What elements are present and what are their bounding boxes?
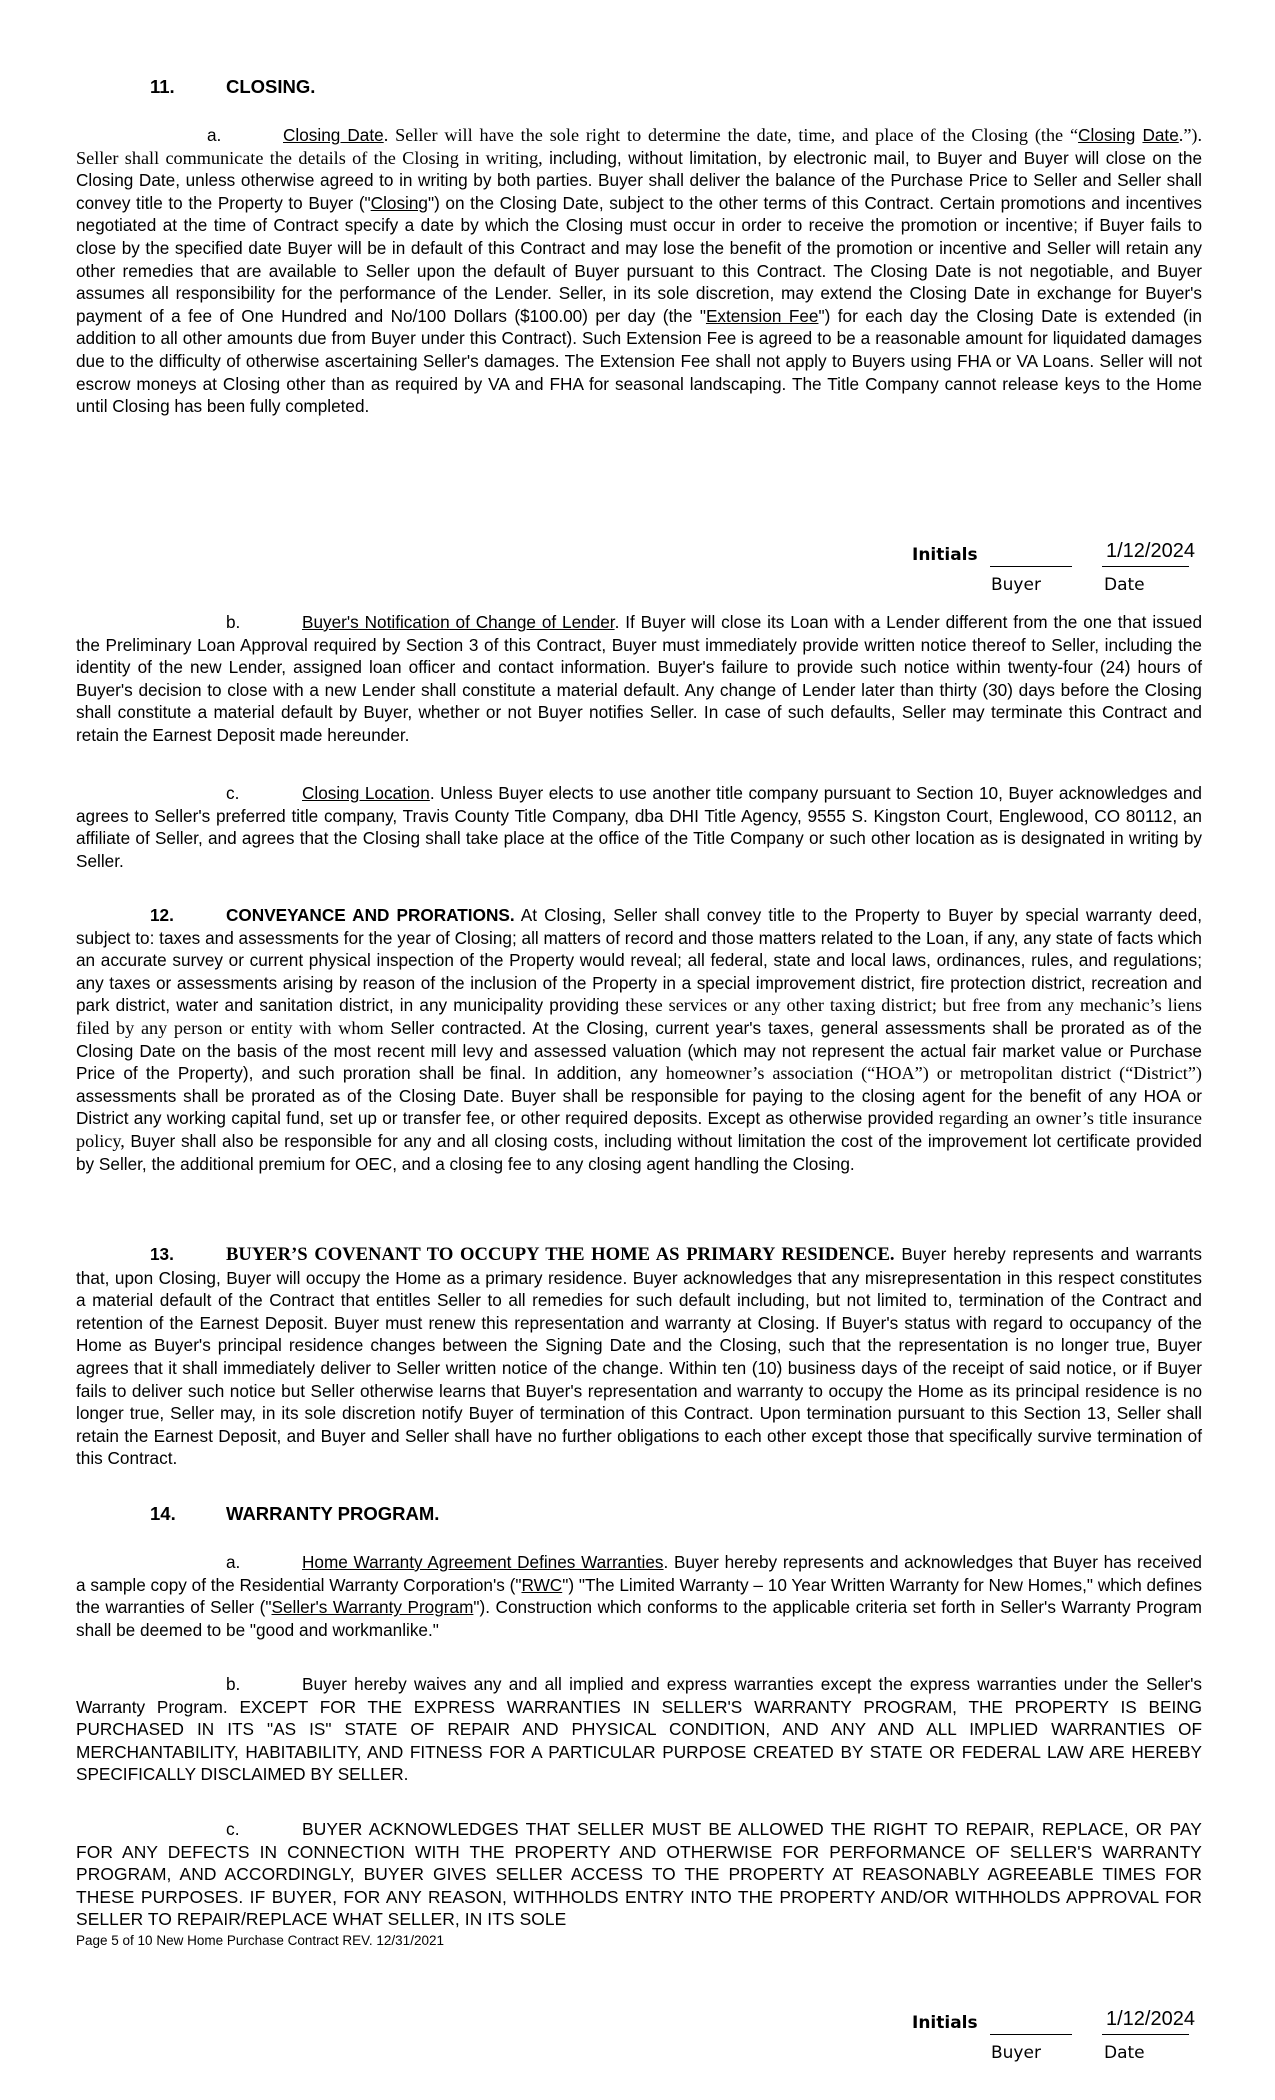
section-12-paragraph <box>76 904 1202 1175</box>
initials-date-underline <box>1102 566 1189 567</box>
section-11a-text-1: including, without limitation, by electronic mail, to Buyer and Buyer will close on the Closing Date, unless otherwise agreed to in writing by both parties. Buyer shall deliver the balance of the Purchase Price to Seller and Seller shall convey title to the Property to Buyer (" <box>76 147 1202 213</box>
initials-date-bottom: 1/12/2024 <box>1106 2008 1195 2030</box>
section-11b-letter: b. <box>226 612 241 632</box>
date-label-bottom: Date <box>1104 2043 1145 2063</box>
section-11b-heading: Buyer's Notification of Change of Lender <box>302 612 615 632</box>
section-13-paragraph <box>76 1243 1202 1470</box>
date-label: Date <box>1104 575 1145 595</box>
section-11b-paragraph <box>76 611 1202 747</box>
section-11a-paragraph <box>76 124 1202 418</box>
section-12-number: 12. <box>150 905 174 925</box>
section-14b-letter: b. <box>226 1674 241 1694</box>
initials-label: Initials <box>912 545 978 565</box>
section-11a-serif-text: . Seller will have the sole right to determine the date, time, and place of the Closing (the “ <box>383 125 1079 145</box>
section-11c-paragraph <box>76 782 1202 872</box>
section-11a-text-3: ") for each day the Closing Date is extended (in addition to all other amounts due from Buyer under this Contract). Such Extension Fee is agreed to be a reasonable amount for liquidated damages due to the difficulty of otherwise ascertaining Seller's damages. The Extension Fee shall not apply to Buyers using FHA or VA Loans. Seller will not escrow moneys at Closing other than as required by VA and FHA for seasonal landscaping. The Title Company cannot release keys to the Home until Closing has been fully completed. <box>76 305 1202 417</box>
section-12-title: CONVEYANCE AND PRORATIONS. <box>226 905 515 925</box>
section-12-serif-1: these services or any other taxing district; but free from any mechanic’s liens filed by any person or entity with whom <box>76 995 1202 1038</box>
section-14c-letter: c. <box>226 1819 240 1839</box>
section-14c-paragraph <box>76 1818 1202 1931</box>
section-14-title: WARRANTY PROGRAM. <box>226 1503 440 1524</box>
section-11a-text-2: ") on the Closing Date, subject to the other terms of this Contract. Certain promotions and incentives negotiated at the time of Contract specify a date by which the Closing must occur in order to receive the promotion or incentive; if Buyer fails to close by the specified date Buyer will be in default of this Contract and may lose the benefit of the promotion or incentive and Seller will retain any other remedies that are available to Seller upon the default of Buyer pursuant to this Contract. The Closing Date is not negotiable, and Buyer assumes all responsibility for the performance of the Lender. Seller, in its sole discretion, may extend the Closing Date in exchange for Buyer's payment of a fee of One Hundred and No/100 Dollars ($100.00) per day (the " <box>76 192 1202 326</box>
initials-date: 1/12/2024 <box>1106 540 1195 562</box>
section-14a-text-3: "). Construction which conforms to the applicable criteria set forth in Seller's Warranty Program shall be deemed to be "good and workmanlike." <box>76 1597 1202 1640</box>
section-14b-text-1: Buyer hereby waives any and all implied and express warranties except the express warranties under the Seller's Warranty Program. <box>76 1674 1202 1717</box>
term-rwc: RWC <box>521 1574 563 1595</box>
section-14c-text: BUYER ACKNOWLEDGES THAT SELLER MUST BE ALLOWED THE RIGHT TO REPAIR, REPLACE, OR PAY FOR ANY DEFECTS IN CONNECTION WITH THE PROPERTY AND OTHERWISE FOR PERFORMANCE OF SELLER'S WARRANTY PROGRAM, AND ACCORDINGLY, BUYER GIVES SELLER ACCESS TO THE PROPERTY AT REASONABLY AGREEABLE TIMES FOR THESE PURPOSES. IF BUYER, FOR ANY REASON, WITHHOLDS ENTRY INTO THE PROPERTY AND/OR WITHHOLDS APPROVAL FOR SELLER TO REPAIR/REPLACE WHAT SELLER, IN ITS SOLE <box>76 1819 1202 1930</box>
section-14a-text-1: . Buyer hereby represents and acknowledges that Buyer has received a sample copy of the Residential Warranty Corporation's (" <box>76 1552 1202 1595</box>
term-extension-fee: Extension Fee <box>705 305 819 326</box>
section-12-text-4: Buyer shall also be responsible for any and all closing costs, including without limitation the cost of the improvement lot certificate provided by Seller, the additional premium for OEC, and a closing fee to any closing agent handling the Closing. <box>76 1130 1202 1174</box>
buyer-label-bottom: Buyer <box>991 2043 1041 2063</box>
section-14a-text-2: ") "The Limited Warranty – 10 Year Written Warranty for New Homes," which defines the warranties of Seller (" <box>76 1574 1202 1618</box>
section-11b-text: . If Buyer will close its Loan with a Lender different from the one that issued the Preliminary Loan Approval required by Section 3 of this Contract, Buyer must immediately provide written notice thereof to Seller, including the identity of the new Lender, assigned loan officer and contact information. Buyer's failure to provide such notice within twenty-four (24) hours of Buyer's decision to close with a new Lender shall constitute a material default. Any change of Lender later than thirty (30) days before the Closing shall constitute a material default by Buyer, whether or not Buyer notifies Seller. In case of such defaults, Seller may terminate this Contract and retain the Earnest Deposit made hereunder. <box>76 612 1202 745</box>
page-footer: Page 5 of 10 New Home Purchase Contract REV. 12/31/2021 <box>76 1933 444 1948</box>
section-14a-letter: a. <box>226 1552 241 1572</box>
initials-date-underline-bottom <box>1102 2034 1189 2035</box>
section-14b-text-caps: EXCEPT FOR THE EXPRESS WARRANTIES IN SELLER'S WARRANTY PROGRAM, THE PROPERTY IS BEING PURCHASED IN ITS "AS IS" STATE OF REPAIR AND PHYSICAL CONDITION, AND ANY AND ALL IMPLIED WARRANTIES OF MERCHANTABILITY, HABITABILITY, AND FITNESS FOR A PARTICULAR PURPOSE CREATED BY STATE OR FEDERAL LAW ARE HEREBY SPECIFICALLY DISCLAIMED BY SELLER. <box>76 1696 1202 1785</box>
section-11-number: 11. <box>150 76 175 97</box>
section-14-heading <box>150 1503 439 1525</box>
term-closing: Closing <box>370 192 428 213</box>
term-closing-date-1: Closing <box>1078 125 1136 145</box>
section-11-heading <box>150 76 315 98</box>
section-11c-text: . Unless Buyer elects to use another title company pursuant to Section 10, Buyer acknowledges and agrees to Seller's preferred title company, Travis County Title Company, dba DHI Title Agency, 9555 S. Kingston Court, Englewood, CO 80112, an affiliate of Seller, and agrees that the Closing shall take place at the office of the Title Company or such other location as is designated in writing by Seller. <box>76 783 1202 871</box>
term-sellers-warranty-program: Seller's Warranty Program <box>271 1597 474 1618</box>
term-closing-date-2: Date <box>1142 125 1179 145</box>
section-14-number: 14. <box>150 1503 176 1524</box>
initials-label-bottom: Initials <box>912 2013 978 2033</box>
buyer-label: Buyer <box>991 575 1041 595</box>
section-12-text-3: assessments shall be prorated as of the Closing Date. Buyer shall be responsible for paying to the closing agent for the benefit of any HOA or District any working capital fund, set up or transfer fee, or other required deposits. Except as otherwise provided <box>76 1085 1202 1129</box>
section-11-title: CLOSING. <box>226 76 316 97</box>
section-12-serif-3: regarding an owner’s title insurance policy, <box>76 1108 1202 1151</box>
section-14b-paragraph <box>76 1673 1202 1786</box>
buyer-initials-field[interactable] <box>990 566 1072 567</box>
section-11a-letter: a. <box>207 125 222 145</box>
section-14a-heading: Home Warranty Agreement Defines Warranties <box>302 1552 664 1572</box>
buyer-initials-field-bottom[interactable] <box>990 2034 1072 2035</box>
section-13-title: BUYER’S COVENANT TO OCCUPY THE HOME AS PRIMARY RESIDENCE. <box>226 1244 895 1265</box>
section-11c-letter: c. <box>226 783 240 803</box>
section-12-serif-2: homeowner’s association (“HOA”) or metropolitan district (“District”) <box>665 1063 1202 1084</box>
section-13-number: 13. <box>150 1244 174 1264</box>
section-14a-paragraph <box>76 1551 1202 1641</box>
section-11a-heading: Closing Date <box>283 125 384 145</box>
section-11c-heading: Closing Location <box>302 783 430 803</box>
section-11a-serif-after: .”). Seller shall communicate the details of the Closing in writing, <box>76 125 1202 168</box>
section-12-text-2: Seller contracted. At the Closing, current year's taxes, general assessments shall be prorated as of the Closing Date on the basis of the most recent mill levy and assessed valuation (which may not represent the actual fair market value or Purchase Price of the Property), and such proration shall be final. In addition, any <box>76 1017 1202 1084</box>
section-12-text-1: At Closing, Seller shall convey title to the Property to Buyer by special warranty deed, subject to: taxes and assessments for the year of Closing; all matters of record and those matters related to the Loan, if any, any state of facts which an accurate survey or current physical inspection of the Property would reveal; all federal, state and local laws, ordinances, rules, and regulations; any taxes or assessments arising by reason of the inclusion of the Property in a special improvement district, fire protection district, recreation and park district, water and sanitation district, in any municipality providing <box>76 905 1202 1016</box>
section-13-text: Buyer hereby represents and warrants that, upon Closing, Buyer will occupy the Home as a primary residence. Buyer acknowledges that any misrepresentation in this respect constitutes a material default of the Contract that entitles Seller to all remedies for such default including, but not limited to, termination of the Contract and retention of the Earnest Deposit. Buyer must renew this representation and warranty at Closing. If Buyer's status with regard to occupancy of the Home as Buyer's principal residence changes between the Signing Date and the Closing, such that the representation is no longer true, Buyer agrees that it shall immediately deliver to Seller written notice of the change. Within ten (10) business days of the receipt of said notice, or if Buyer fails to deliver such notice but Seller otherwise learns that Buyer's representation and warranty to occupy the Home as its principal residence is no longer true, Seller may, in its sole discretion notify Buyer of termination of this Contract. Upon termination pursuant to this Section 13, Seller shall retain the Earnest Deposit, and Buyer and Seller shall have no further obligations to each other except those that specifically survive termination of this Contract. <box>76 1244 1202 1469</box>
